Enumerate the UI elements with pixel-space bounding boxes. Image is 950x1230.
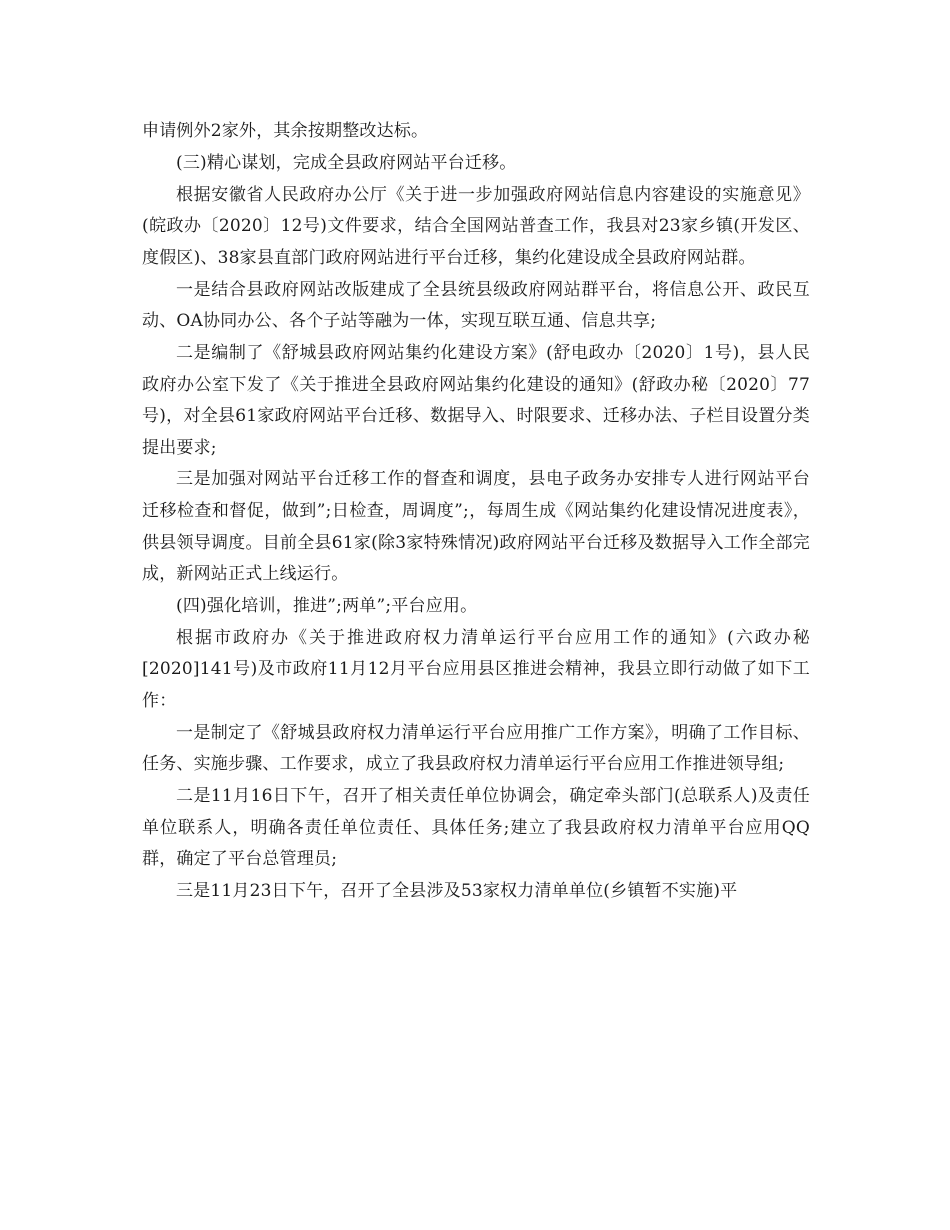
paragraph: 申请例外2家外，其余按期整改达标。: [142, 121, 429, 141]
paragraph: 二是编制了《舒城县政府网站集约化建设方案》(舒电政办〔2020〕1号)，县人民政府办公室下发了《关于推进全县政府网站集约化建设的通知》(舒政办秘〔2020〕77号)，对全县61家政府网站平台迁移、数据导入、时限要求、迁移办法、子栏目设置分类提出要求;: [142, 342, 810, 458]
section-heading: (三)精心谋划，完成全县政府网站平台迁移。: [176, 152, 517, 173]
paragraph: 二是11月16日下午，召开了相关责任单位协调会，确定牵头部门(总联系人)及责任单位联系人，明确各责任单位责任、具体任务;建立了我县政府权力清单平台应用QQ群，确定了平台总管理员;: [142, 786, 810, 870]
paragraph: 三是加强对网站平台迁移工作的督查和调度，县电子政务办安排专人进行网站平台迁移检查和督促，做到”;日检查，周调度”;，每周生成《网站集约化建设情况进度表》，供县领导调度。目前全县61家(除3家特殊情况)政府网站平台迁移及数据导入工作全部完成，新网站正式上线运行。: [142, 469, 810, 585]
section-heading: (四)强化培训，推进”;两单”;平台应用。: [176, 596, 478, 617]
paragraph: 根据安徽省人民政府办公厅《关于进一步加强政府网站信息内容建设的实施意见》(皖政办〔2020〕12号)文件要求，结合全国网站普查工作，我县对23家乡镇(开发区、度假区)、38家县直部门政府网站进行平台迁移，集约化建设成全县政府网站群。: [142, 184, 810, 268]
paragraph: 根据市政府办《关于推进政府权力清单运行平台应用工作的通知》(六政办秘[2020]141号)及市政府11月12月平台应用县区推进会精神，我县立即行动做了如下工作：: [142, 627, 810, 711]
paragraph: 三是11月23日下午，召开了全县涉及53家权力清单单位(乡镇暂不实施)平: [176, 881, 738, 902]
paragraph: 一是制定了《舒城县政府权力清单运行平台应用推广工作方案》，明确了工作目标、任务、实施步骤、工作要求，成立了我县政府权力清单运行平台应用工作推进领导组;: [142, 722, 810, 775]
paragraph: 一是结合县政府网站改版建成了全县统县级政府网站群平台，将信息公开、政民互动、OA协同办公、各个子站等融为一体，实现互联互通、信息共享;: [142, 279, 810, 332]
document-body: [142, 116, 810, 908]
